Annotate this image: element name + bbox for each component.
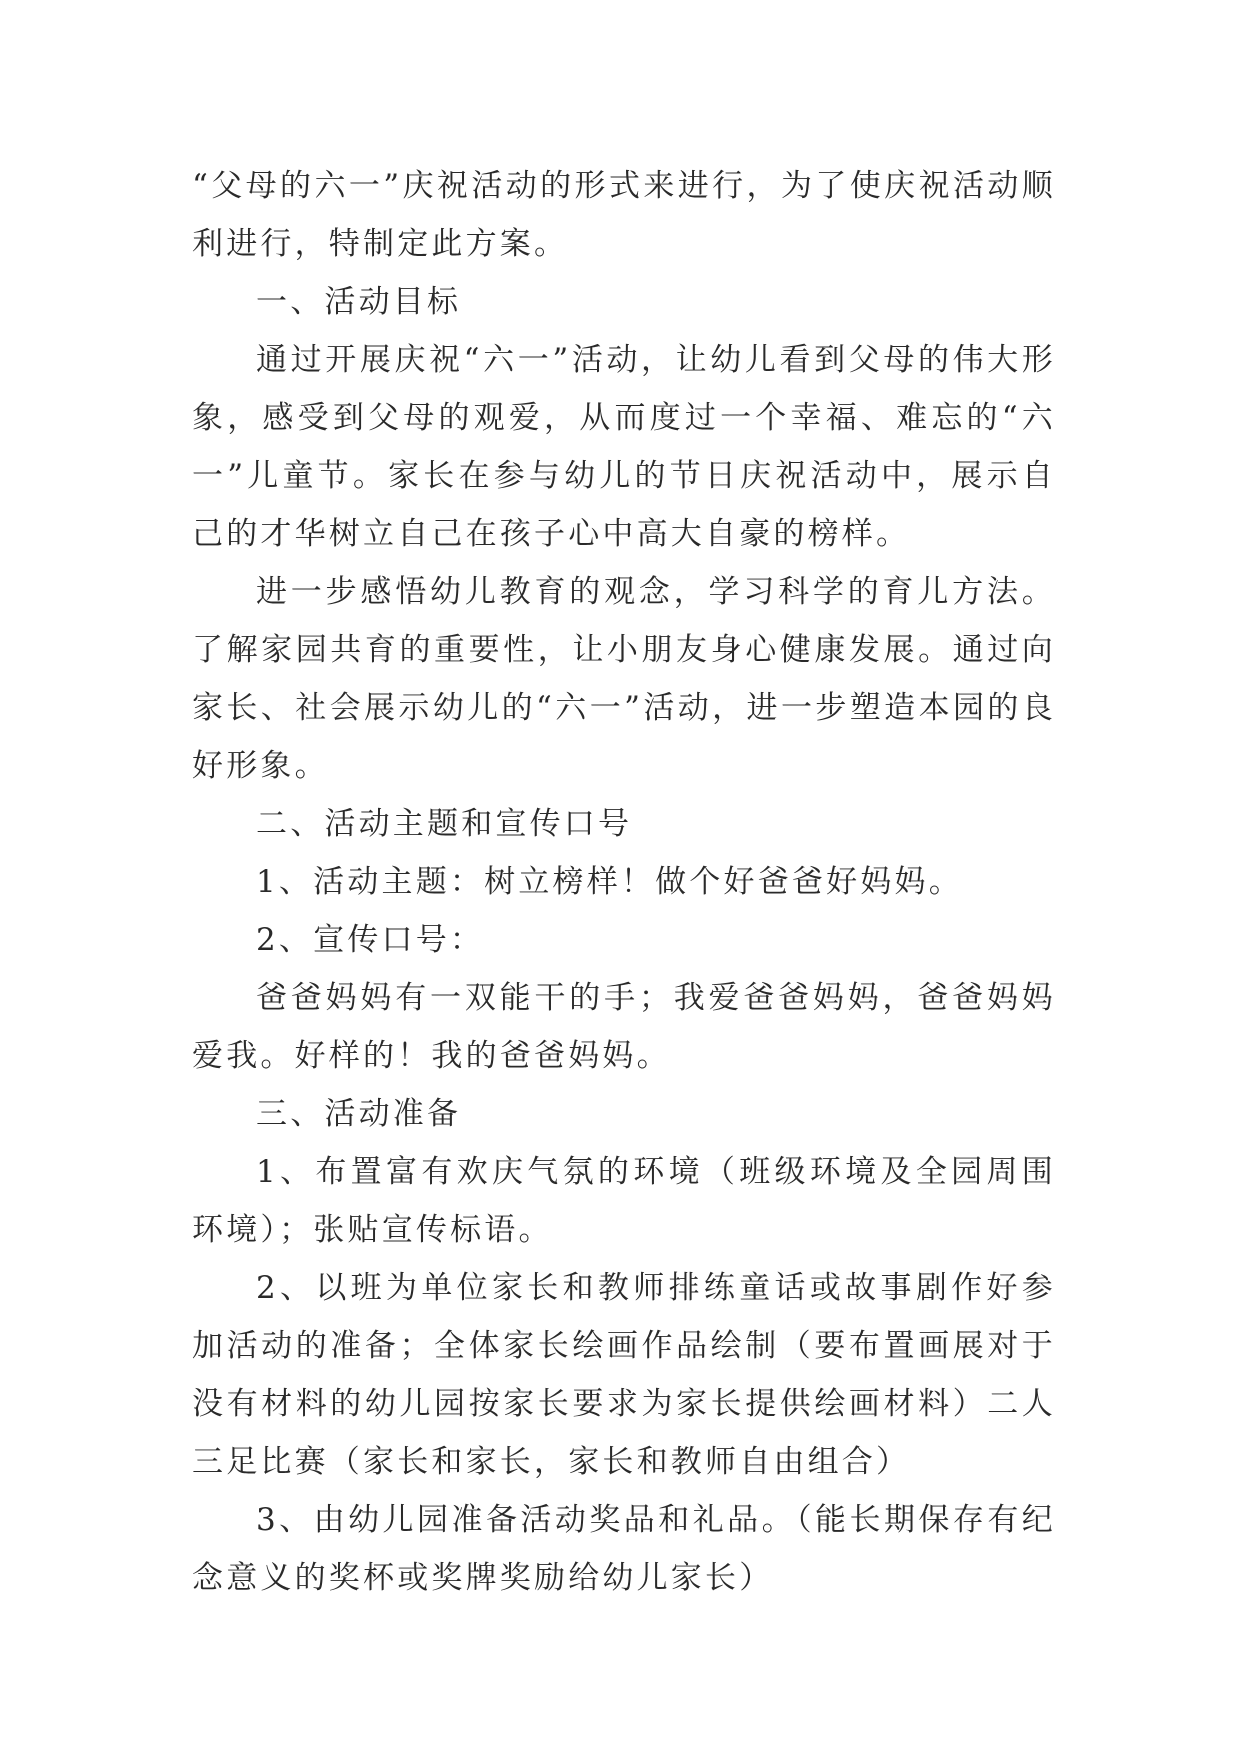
heading-theme-slogan: 二、活动主题和宣传口号 <box>256 806 633 842</box>
paragraph-preparation-1: 1、布置富有欢庆气氛的环境（班级环境及全园周围环境）；张贴宣传标语。 <box>192 1154 1056 1248</box>
paragraph-slogan-text: 爸爸妈妈有一双能干的手；我爱爸爸妈妈，爸爸妈妈爱我。好样的！我的爸爸妈妈。 <box>192 980 1056 1074</box>
paragraph-goals-1: 通过开展庆祝“六一”活动，让幼儿看到父母的伟大形象，感受到父母的观爱，从而度过一个幸福、难忘的“六一”儿童节。家长在参与幼儿的节日庆祝活动中，展示自己的才华树立自己在孩子心中高大自豪的榜样。 <box>192 342 1056 552</box>
paragraph-preparation-3: 3、由幼儿园准备活动奖品和礼品。（能长期保存有纪念意义的奖杯或奖牌奖励给幼儿家长） <box>192 1502 1056 1596</box>
paragraph-theme: 1、活动主题：树立榜样！做个好爸爸好妈妈。 <box>256 864 963 900</box>
document-body <box>192 157 1056 1607</box>
heading-preparation: 三、活动准备 <box>256 1096 462 1132</box>
paragraph-intro: “父母的六一”庆祝活动的形式来进行，为了使庆祝活动顺利进行，特制定此方案。 <box>192 168 1056 262</box>
paragraph-goals-2: 进一步感悟幼儿教育的观念，学习科学的育儿方法。了解家园共育的重要性，让小朋友身心健康发展。通过向家长、社会展示幼儿的“六一”活动，进一步塑造本园的良好形象。 <box>192 574 1056 784</box>
heading-activity-goals: 一、活动目标 <box>256 284 462 320</box>
paragraph-preparation-2: 2、以班为单位家长和教师排练童话或故事剧作好参加活动的准备；全体家长绘画作品绘制（要布置画展对于没有材料的幼儿园按家长要求为家长提供绘画材料）二人三足比赛（家长和家长，家长和教师自由组合） <box>192 1270 1056 1480</box>
paragraph-slogan-label: 2、宣传口号： <box>256 922 485 958</box>
